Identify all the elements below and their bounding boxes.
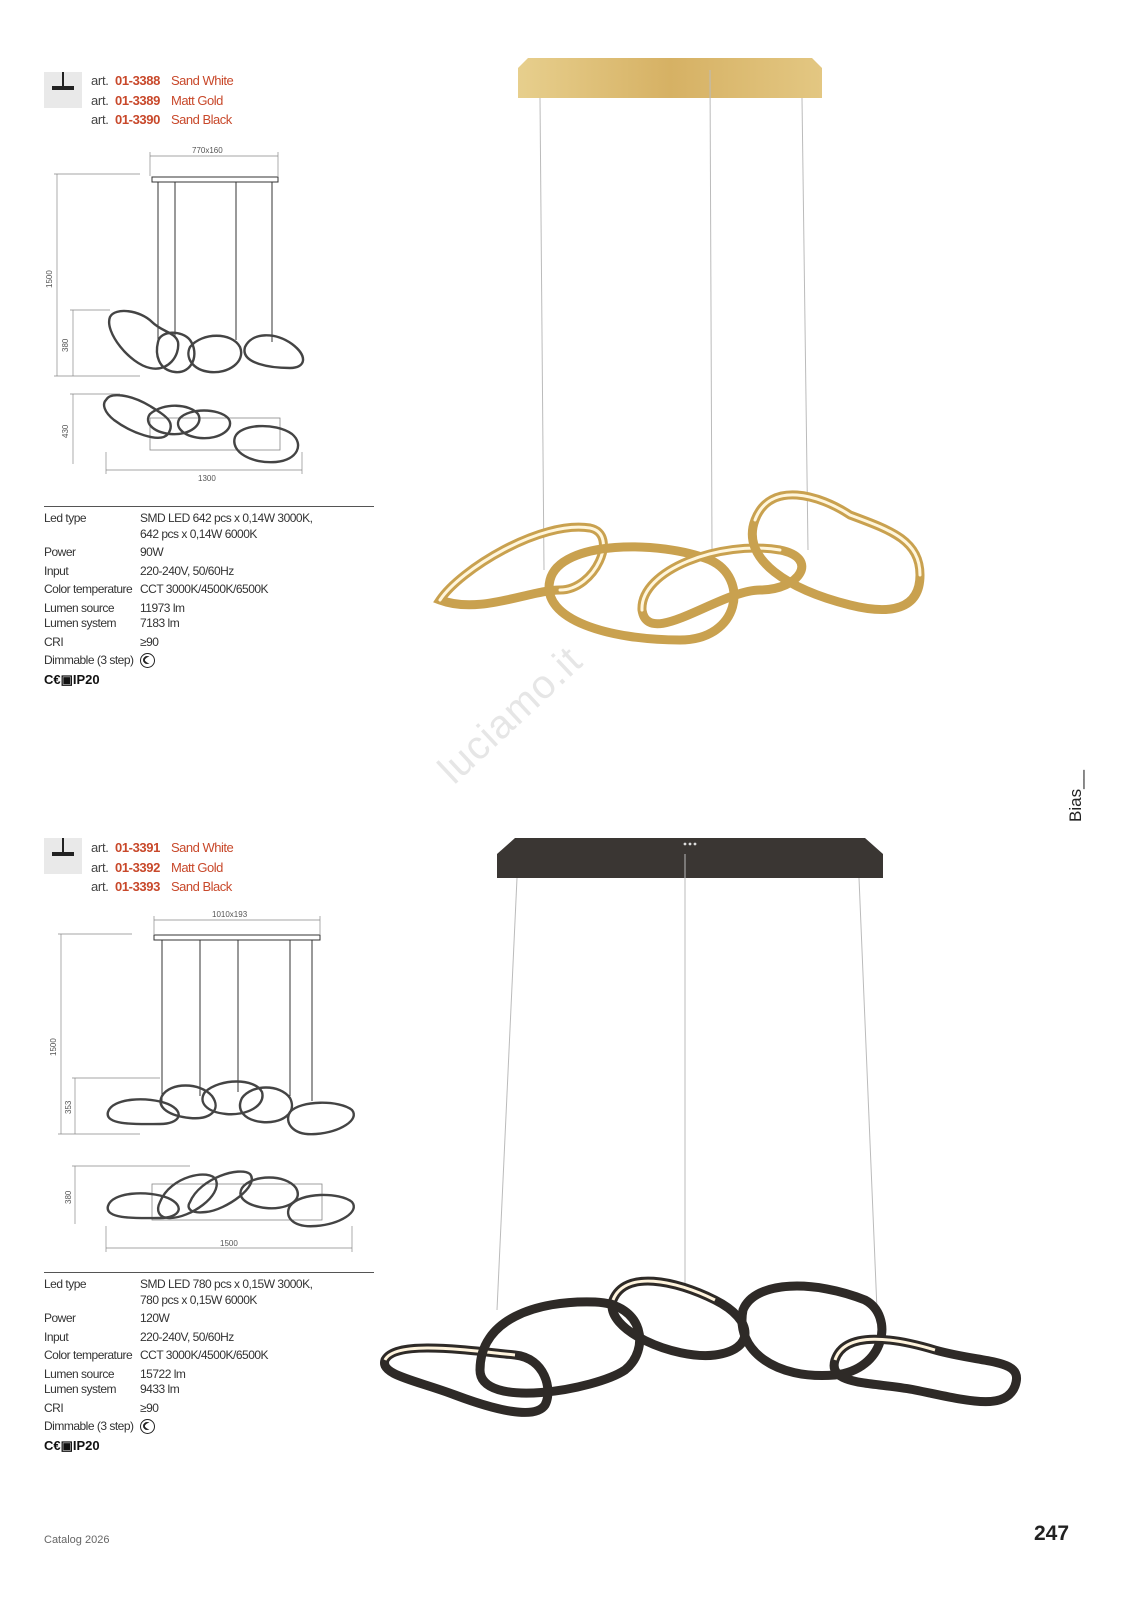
- spec-key: Dimmable (3 step): [44, 653, 134, 667]
- width-dimension: 1300: [198, 474, 216, 483]
- spec-cri: [44, 1401, 374, 1417]
- width-dimension: 1500: [220, 1239, 238, 1248]
- spec-value: 11973 lm: [140, 600, 185, 615]
- watermark: luciamo.it: [430, 637, 591, 793]
- article-label: art.: [91, 92, 109, 108]
- article-label: art.: [91, 73, 109, 88]
- spec-led-type: [44, 511, 374, 542]
- spec-key: Lumen source: [44, 600, 115, 615]
- ring-height-dimension: 353: [64, 1100, 73, 1114]
- pendant-type-icon: [44, 838, 82, 874]
- spec-input: [44, 1330, 374, 1346]
- spec-value: ≥90: [140, 634, 159, 649]
- spec-lumen-source: [44, 1367, 374, 1383]
- height-dimension: 1500: [45, 270, 54, 288]
- spec-power: [44, 545, 374, 561]
- article-row: [91, 110, 233, 130]
- spec-lumen-source: [44, 601, 374, 617]
- article-finish: Sand White: [171, 73, 234, 88]
- spec-value: CCT 3000K/4500K/6500K: [140, 582, 269, 596]
- spec-cri: [44, 635, 374, 651]
- spec-table: [44, 506, 374, 688]
- spec-key: CRI: [44, 1400, 64, 1415]
- spec-key: Lumen source: [44, 1366, 115, 1381]
- spec-value: SMD LED 780 pcs x 0,15W 3000K, 780 pcs x 0,15W 6000K: [140, 1277, 313, 1307]
- pendant-type-icon: [44, 72, 82, 108]
- spec-lumen-system: [44, 616, 374, 632]
- spec-value: CCT 3000K/4500K/6500K: [140, 1348, 269, 1362]
- spec-value: 120W: [140, 1311, 170, 1325]
- product-photo-gold: [420, 50, 960, 670]
- spec-key: Dimmable (3 step): [44, 1419, 134, 1433]
- dimmable-icon: [140, 1419, 155, 1434]
- article-row: [91, 91, 233, 111]
- spec-key: Led type: [44, 1277, 87, 1291]
- article-row: [91, 838, 233, 858]
- article-code: 01-3391: [115, 840, 160, 855]
- article-code: 01-3390: [115, 112, 160, 127]
- series-label: Bias__: [1066, 770, 1085, 822]
- article-finish: Matt Gold: [171, 92, 223, 108]
- article-label: art.: [91, 840, 109, 855]
- spec-value: 9433 lm: [140, 1382, 180, 1396]
- article-finish: Sand White: [171, 840, 234, 855]
- article-code: 01-3393: [115, 879, 160, 894]
- spec-key: Input: [44, 1329, 69, 1344]
- spec-key: Input: [44, 563, 69, 578]
- spec-led-type: [44, 1277, 374, 1308]
- canopy-dimension: 1010x193: [212, 910, 248, 919]
- spec-value: 220-240V, 50/60Hz: [140, 563, 234, 578]
- technical-drawing: [40, 142, 330, 487]
- spec-value: 90W: [140, 545, 164, 559]
- spec-value: 7183 lm: [140, 616, 180, 630]
- article-list: [91, 838, 233, 897]
- spec-key: CRI: [44, 634, 64, 649]
- article-list: [91, 71, 233, 130]
- spec-table: [44, 1272, 374, 1454]
- spec-key: Color temperature: [44, 1348, 133, 1362]
- spec-value: 220-240V, 50/60Hz: [140, 1329, 234, 1344]
- depth-dimension: 430: [61, 424, 70, 438]
- depth-dimension: 380: [64, 1190, 73, 1204]
- article-code: 01-3388: [115, 73, 160, 88]
- spec-key: Lumen system: [44, 1382, 117, 1396]
- ring-height-dimension: 380: [61, 338, 70, 352]
- spec-key: Color temperature: [44, 582, 133, 596]
- dimmable-icon: [140, 653, 155, 668]
- spec-dimmable: [44, 653, 374, 669]
- technical-drawing: [40, 906, 370, 1256]
- spec-value: 15722 lm: [140, 1366, 186, 1381]
- article-label: art.: [91, 112, 109, 127]
- article-code: 01-3389: [115, 92, 160, 108]
- article-finish: Matt Gold: [171, 859, 223, 875]
- article-finish: Sand Black: [171, 112, 232, 127]
- spec-key: Power: [44, 1311, 76, 1325]
- spec-value: SMD LED 642 pcs x 0,14W 3000K, 642 pcs x 0,14W 6000K: [140, 511, 313, 541]
- article-label: art.: [91, 859, 109, 875]
- article-row: [91, 858, 233, 878]
- spec-color-temperature: [44, 582, 374, 598]
- height-dimension: 1500: [49, 1038, 58, 1056]
- product-photo-black: [375, 830, 1035, 1430]
- article-row: [91, 877, 233, 897]
- spec-power: [44, 1311, 374, 1327]
- spec-input: [44, 564, 374, 580]
- spec-key: Led type: [44, 511, 87, 525]
- certification-marks: C€▣IP20: [44, 671, 100, 687]
- spec-key: Lumen system: [44, 616, 117, 630]
- spec-color-temperature: [44, 1348, 374, 1364]
- spec-dimmable: [44, 1419, 374, 1435]
- catalog-label: Catalog 2026: [44, 1534, 110, 1546]
- canopy-dimension: 770x160: [192, 146, 223, 155]
- article-finish: Sand Black: [171, 879, 232, 894]
- article-code: 01-3392: [115, 859, 160, 875]
- page-number: 247: [1034, 1522, 1070, 1545]
- article-label: art.: [91, 879, 109, 894]
- spec-key: Power: [44, 545, 76, 559]
- certification-marks: C€▣IP20: [44, 1437, 100, 1453]
- spec-value: ≥90: [140, 1400, 159, 1415]
- spec-lumen-system: [44, 1382, 374, 1398]
- article-row: [91, 71, 233, 91]
